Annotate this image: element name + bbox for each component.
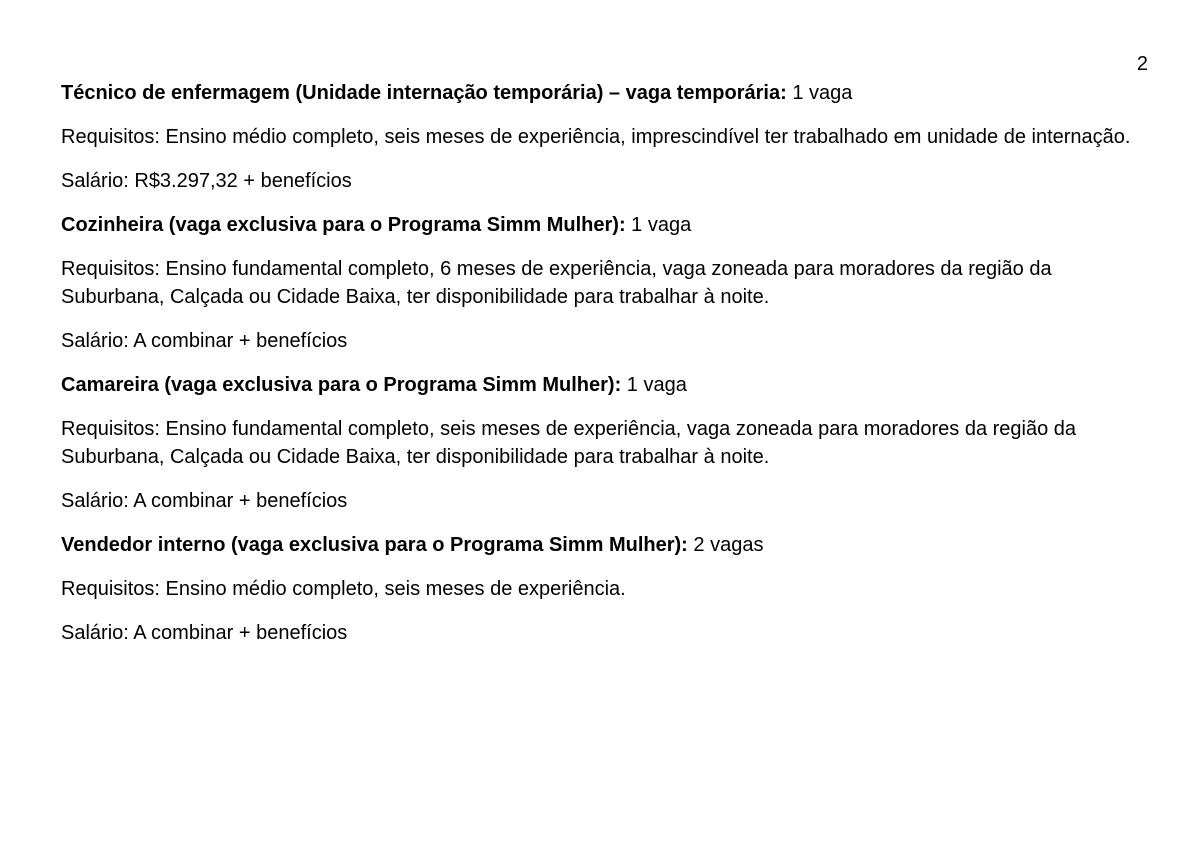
job-requirements: Requisitos: Ensino fundamental completo, 6 meses de experiência, vaga zoneada para moradores da região da Suburbana, Calçada ou Cidade Baixa, ter disponibilidade para trabalhar à noite. [61, 258, 1052, 308]
job-title: Camareira (vaga exclusiva para o Programa Simm Mulher): [61, 374, 622, 396]
job-listing-cozinheira [61, 211, 1151, 355]
job-vacancies: 2 vagas [687, 534, 764, 556]
job-salary: Salário: R$3.297,32 + benefícios [61, 170, 352, 192]
job-salary: Salário: A combinar + benefícios [61, 490, 348, 512]
page-number: 2 [1136, 53, 1148, 75]
job-listing-tecnico-enfermagem [61, 79, 1151, 195]
job-title-line [61, 79, 1151, 107]
job-vacancies: 1 vaga [621, 374, 687, 396]
job-requirements: Requisitos: Ensino fundamental completo, seis meses de experiência, vaga zoneada para moradores da região da Suburbana, Calçada ou Cidade Baixa, ter disponibilidade para trabalhar à noite. [61, 418, 1077, 468]
job-vacancies: 1 vaga [625, 214, 692, 236]
job-vacancies: 1 vaga [786, 82, 853, 104]
job-title-line [61, 211, 1151, 239]
job-title-line [61, 371, 1151, 399]
job-salary: Salário: A combinar + benefícios [61, 330, 348, 352]
job-salary: Salário: A combinar + benefícios [61, 622, 348, 644]
job-requirements: Requisitos: Ensino médio completo, seis meses de experiência. [61, 578, 626, 600]
job-title: Técnico de enfermagem (Unidade internação temporária) – vaga temporária: [61, 82, 787, 104]
job-listing-vendedor-interno [61, 531, 1151, 647]
job-title: Vendedor interno (vaga exclusiva para o Programa Simm Mulher): [61, 534, 688, 556]
job-listings [61, 79, 1151, 663]
job-listing-camareira [61, 371, 1151, 515]
job-title-line [61, 531, 1151, 559]
job-requirements: Requisitos: Ensino médio completo, seis meses de experiência, imprescindível ter trabalhado em unidade de internação. [61, 126, 1131, 148]
job-title: Cozinheira (vaga exclusiva para o Programa Simm Mulher): [61, 214, 626, 236]
